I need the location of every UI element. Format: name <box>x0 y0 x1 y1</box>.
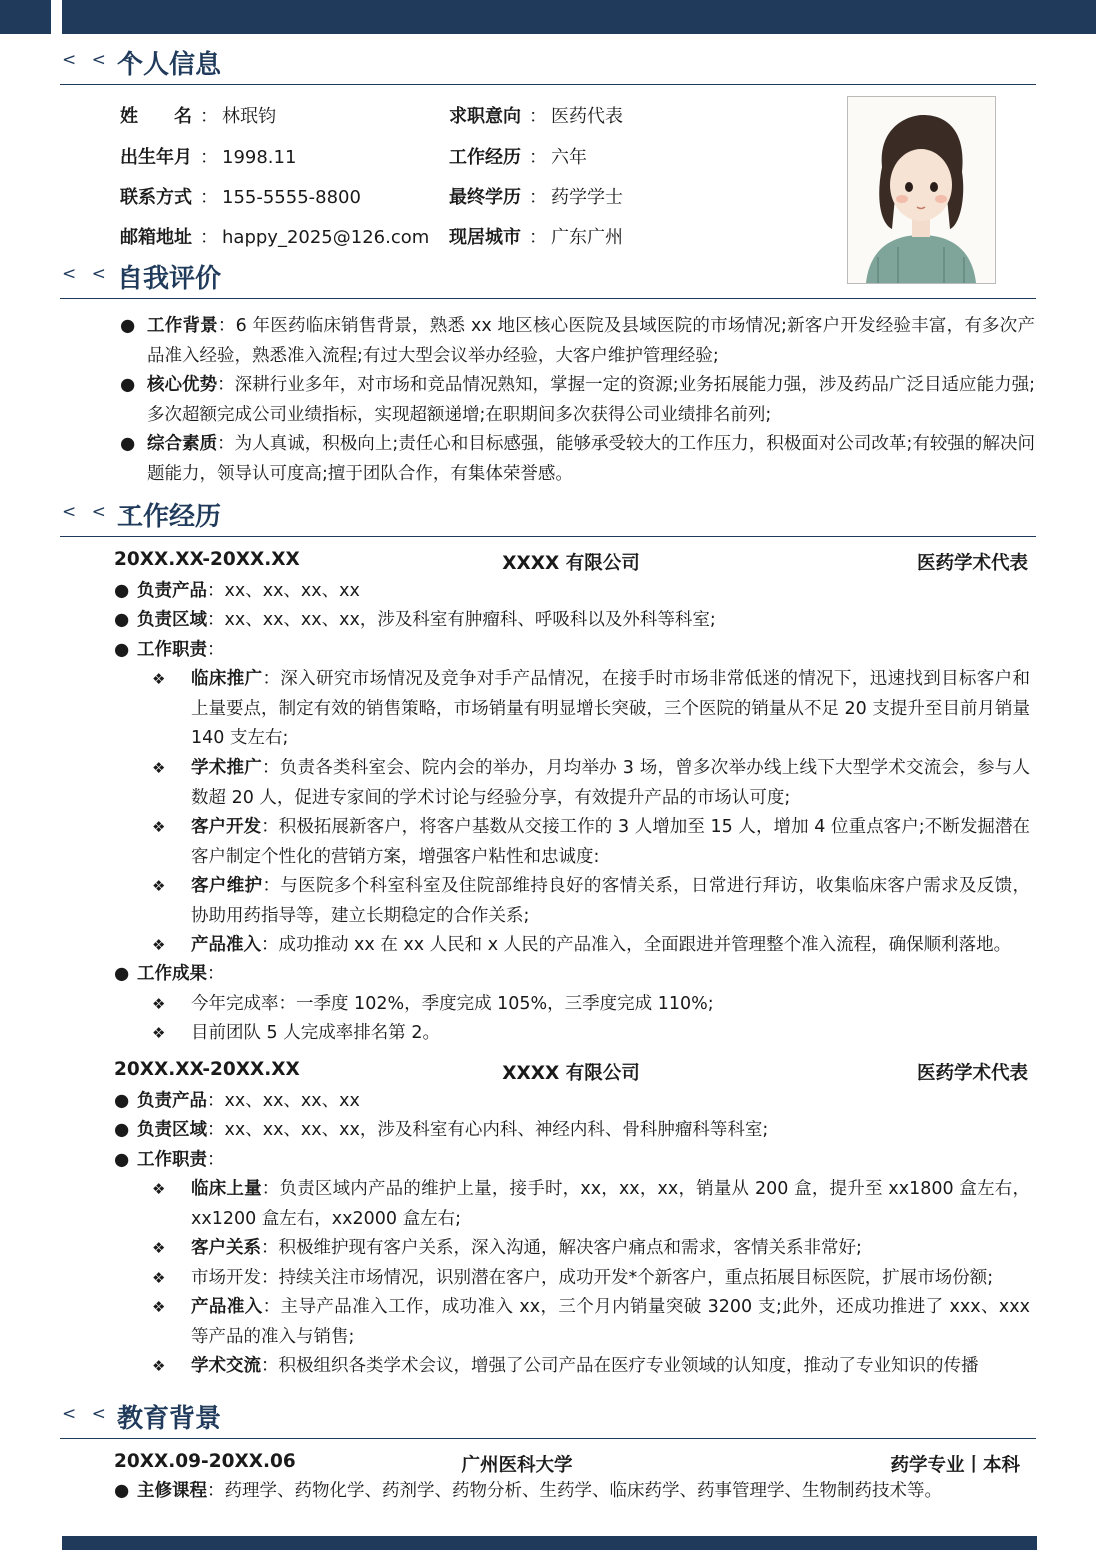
job-duties: ● 工作职责： <box>114 1150 225 1170</box>
duty-item: ❖ 产品准入：成功推动 xx 在 xx 人民和 x 人民的产品准入，全面跟进并管理整个准入流程，确保顺利落地。 <box>152 935 1012 955</box>
top-bar-right <box>62 0 1096 34</box>
duty-item: ❖ 客户关系：积极维护现有客户关系，深入沟通，解决客户痛点和需求，客情关系非常好; <box>152 1238 862 1258</box>
section-title: 工作经历 <box>117 502 222 532</box>
duty-item: ❖ 产品准入：主导产品准入工作，成功准入 xx，三个月内销量突破 3200 支;此外，还成功推进了 xxx、xxx 等产品的准入与销售; <box>152 1297 1030 1347</box>
section-title: 教育背景 <box>117 1404 222 1434</box>
duty-item: ❖ 客户维护：与医院多个科室科室及住院部维持良好的客情关系，日常进行拜访，收集临床客户需求及反馈，协助用药指导等，建立长期稳定的合作关系; <box>152 876 1030 926</box>
education-header: 20XX.09-20XX.06 广州医科大学 药学专业丨本科 <box>114 1451 1020 1476</box>
duty-item: ❖ 客户开发：积极拓展新客户，将客户基数从交接工作的 3 人增加至 15 人，增加 4 位重点客户;不断发掘潜在客户制定个性化的营销方案，增强客户粘性和忠诚度: <box>152 817 1031 867</box>
info-education: 最终学历 ： 药学学士 <box>449 187 623 208</box>
job-header: 20XX.XX-20XX.XX XXXX 有限公司 医药学术代表 <box>114 1059 1028 1084</box>
chevrons-icon: < < < <box>62 1404 141 1424</box>
job-products: ● 负责产品：xx、xx、xx、xx <box>114 1091 360 1111</box>
info-city: 现居城市 ： 广东广州 <box>449 227 623 248</box>
info-phone: 联系方式 ： 155-5555-8800 <box>120 187 361 208</box>
chevrons-icon: < < < <box>62 264 141 284</box>
bottom-bar <box>62 1536 1037 1550</box>
top-bar-left <box>0 0 51 34</box>
self-eval-item: ● 综合素质：为人真诚，积极向上;责任心和目标感强，能够承受较大的工作压力，积极面对公司改革;有较强的解决问题能力，领导认可度高;擅于团队合作，有集体荣誉感。 <box>120 434 1036 484</box>
result-item: ❖ 今年完成率：一季度 102%，季度完成 105%，三季度完成 110%; <box>152 994 714 1014</box>
self-eval-item: ● 工作背景：6 年医药临床销售背景，熟悉 xx 地区核心医院及县域医院的市场情况;新客户开发经验丰富，有多次产品准入经验，熟悉准入流程;有过大型会议举办经验，大客户维护管理经验; <box>120 316 1035 366</box>
info-birth: 出生年月 ： 1998.11 <box>120 147 297 168</box>
section-header-education <box>60 1400 1036 1439</box>
job-results: ● 工作成果： <box>114 964 225 984</box>
job-header: 20XX.XX-20XX.XX XXXX 有限公司 医药学术代表 <box>114 549 1028 574</box>
duty-item: ❖ 学术交流：积极组织各类学术会议，增强了公司产品在医疗专业领域的认知度，推动了专业知识的传播 <box>152 1356 979 1376</box>
info-email: 邮箱地址 ： happy_2025@126.com <box>120 227 430 248</box>
duty-item: ❖ 学术推广：负责各类科室会、院内会的举办，月均举办 3 场，曾多次举办线上线下大型学术交流会，参与人数超 20 人，促进专家间的学术讨论与经验分享，有效提升产品的市场认可度; <box>152 758 1030 808</box>
result-item: ❖ 目前团队 5 人完成率排名第 2。 <box>152 1023 440 1043</box>
section-header-personal <box>60 46 1036 85</box>
chevrons-icon: < < < <box>62 50 141 70</box>
job-duties: ● 工作职责： <box>114 640 225 660</box>
job-region: ● 负责区域：xx、xx、xx、xx，涉及科室有心内科、神经内科、骨科肿瘤科等科室; <box>114 1120 769 1140</box>
info-name: 姓 名 ： 林珉钧 <box>120 106 276 127</box>
education-courses: ● 主修课程：药理学、药物化学、药剂学、药物分析、生药学、临床药学、药事管理学、生物制药技术等。 <box>114 1481 942 1501</box>
duty-item: ❖ 临床推广：深入研究市场情况及竞争对手产品情况，在接手时市场非常低迷的情况下，迅速找到目标客户和上量要点，制定有效的销售策略，市场销量有明显增长突破，三个医院的销量从不足 20 支提升至目前月销量 140 支左右; <box>152 669 1030 748</box>
duty-item: ❖ 市场开发：持续关注市场情况，识别潜在客户，成功开发*个新客户，重点拓展目标医院，扩展市场份额; <box>152 1268 994 1288</box>
chevrons-icon: < < < <box>62 502 141 522</box>
avatar <box>847 96 996 284</box>
section-title: 自我评价 <box>117 264 222 294</box>
info-experience: 工作经历 ： 六年 <box>449 147 587 168</box>
job-products: ● 负责产品：xx、xx、xx、xx <box>114 581 360 601</box>
section-header-work <box>60 498 1036 537</box>
section-title: 个人信息 <box>117 50 222 80</box>
job-region: ● 负责区域：xx、xx、xx、xx，涉及科室有肿瘤科、呼吸科以及外科等科室; <box>114 610 716 630</box>
self-eval-item: ● 核心优势：深耕行业多年，对市场和竞品情况熟知，掌握一定的资源;业务拓展能力强，涉及药品广泛目适应能力强;多次超额完成公司业绩指标，实现超额递增;在职期间多次获得公司业绩排名前列; <box>120 375 1036 425</box>
section-header-self-eval <box>60 260 1036 299</box>
info-intent: 求职意向 ： 医药代表 <box>449 106 623 127</box>
duty-item: ❖ 临床上量：负责区域内产品的维护上量，接手时，xx，xx，xx，销量从 200 盒，提升至 xx1800 盒左右，xx1200 盒左右，xx2000 盒左右; <box>152 1179 1031 1229</box>
